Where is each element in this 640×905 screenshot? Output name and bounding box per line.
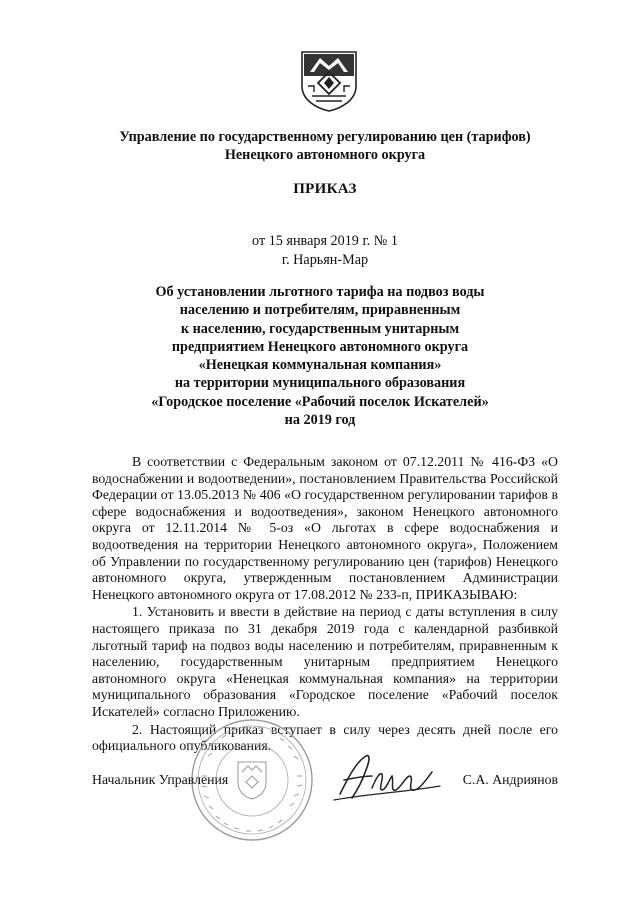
handwritten-signature	[326, 748, 446, 808]
signatory-name: С.А. Андриянов	[462, 772, 558, 787]
signature-block	[92, 772, 558, 792]
organization-name	[80, 128, 570, 164]
title-line: Об установлении льготного тарифа на подвоз воды	[155, 284, 485, 300]
coat-of-arms-emblem	[298, 46, 360, 112]
organization-line-1: Управление по государственному регулированию цен (тарифов)	[119, 129, 531, 145]
title-line: к населению, государственным унитарным	[180, 320, 460, 337]
title-line: на 2019 год	[284, 412, 356, 429]
document-date-number: от 15 января 2019 г. № 1	[252, 233, 398, 249]
title-line: предприятием Ненецкого автономного округа	[171, 338, 469, 355]
organization-line-2: Ненецкого автономного округа	[224, 147, 426, 163]
signatory-position: Начальник Управления	[92, 772, 229, 787]
document-type: ПРИКАЗ	[293, 181, 357, 197]
body-preamble: В соответствии с Федеральным законом от 07.12.2011 № 416-ФЗ «О водоснабжении и водоотведении», постановлением Правительства Российской Федерации от 13.05.2013 № 406 «О государственном регулировании тарифов в сфере водоснабжения и водоотведения», законом Ненецкого автономного округа от 12.11.2014 № 5-оз «О льготах в сфере водоснабжения и водоотведения на территории Ненецкого автономного округа», Положением об Управлении по государственному регулированию цен (тарифов) Ненецкого автономного округа, утвержденным постановлением Администрации Ненецкого автономного округа от 17.08.2012 № 233-п, ПРИКАЗЫВАЮ:	[92, 454, 558, 602]
title-line: «Ненецкая коммунальная компания»	[198, 357, 442, 374]
document-place: г. Нарьян-Мар	[281, 252, 369, 268]
title-line: населению и потребителям, приравненным	[179, 302, 461, 319]
document-title	[90, 283, 550, 429]
document-body	[92, 454, 558, 755]
body-item-2: 2. Настоящий приказ вступает в силу через десять дней после его официального опубликования.	[92, 721, 558, 754]
body-item-1: 1. Установить и ввести в действие на период с даты вступления в силу настоящего приказа по 31 декабря 2019 года с календарной разбивкой льготный тариф на подвоз воды населению и потребителям, приравненным к населению, государственным унитарным предприятием Ненецкого автономного округа «Ненецкая коммунальная компания» на территории муниципального образования «Городское поселение «Рабочий поселок Искателей» согласно Приложению.	[92, 604, 558, 719]
title-line: «Городское поселение «Рабочий поселок Искателей»	[151, 393, 489, 410]
title-line: на территории муниципального образования	[174, 375, 466, 392]
